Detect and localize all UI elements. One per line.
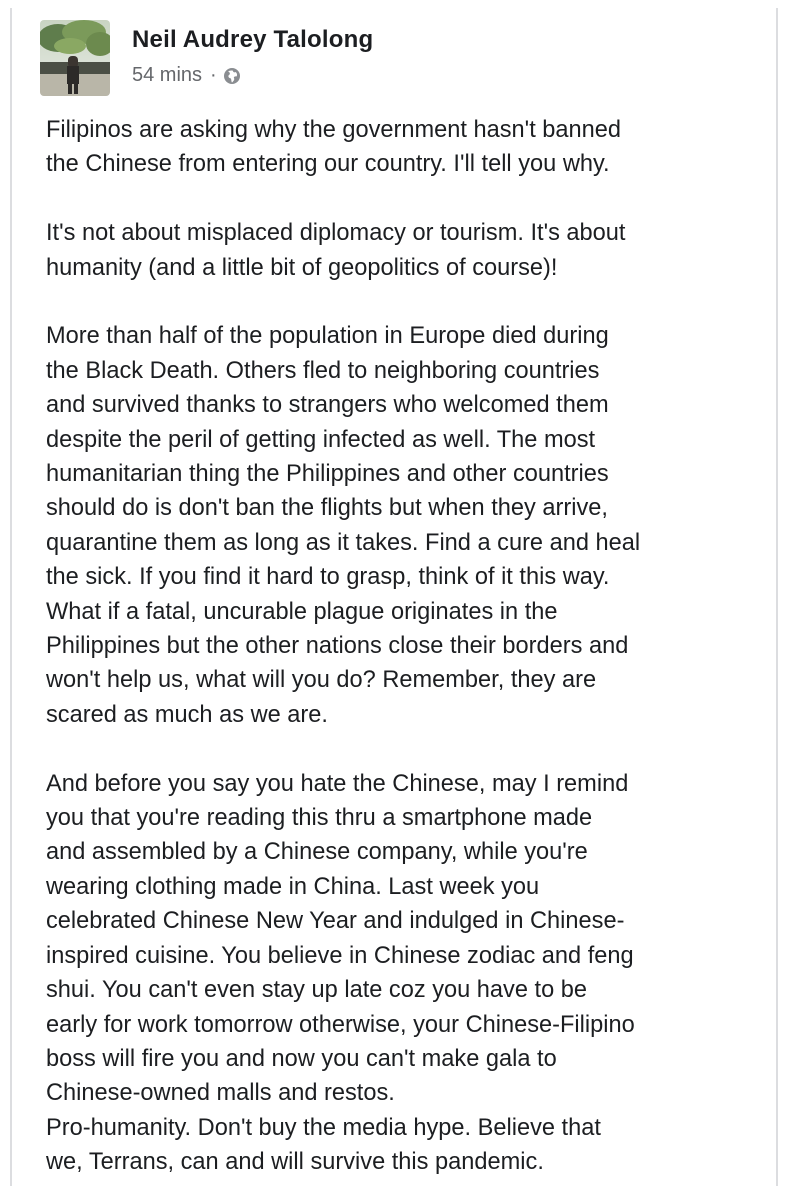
text-line: boss will fire you and now you can't make gala to <box>46 1045 557 1072</box>
post-meta <box>132 26 373 87</box>
text-line: the Chinese from entering our country. I'll tell you why. <box>46 151 610 178</box>
text-line: quarantine them as long as it takes. Find a cure and heal <box>46 529 641 556</box>
paragraph-gap <box>46 732 766 766</box>
text-line: should do is don't ban the flights but when they arrive, <box>46 495 608 522</box>
text-line: despite the peril of getting infected as well. The most <box>46 426 596 453</box>
text-line: Filipinos are asking why the government hasn't banned <box>46 117 622 143</box>
post-paragraph-1 <box>46 113 766 182</box>
post-header <box>40 20 373 100</box>
text-line: Chinese-owned malls and restos. <box>46 1080 395 1107</box>
text-line: shui. You can't even stay up late coz you have to be <box>46 977 587 1004</box>
text-line: we, Terrans, can and will survive this pandemic. <box>46 1149 544 1176</box>
avatar-photo-icon <box>40 20 110 96</box>
text-line: Philippines but the other nations close their borders and <box>46 633 629 660</box>
post-paragraph-4 <box>46 767 766 1180</box>
text-line: It's not about misplaced diplomacy or tourism. It's about <box>46 220 626 247</box>
text-line: inspired cuisine. You believe in Chinese zodiac and feng <box>46 942 634 969</box>
text-line: scared as much as we are. <box>46 701 328 728</box>
text-line: Pro-humanity. Don't buy the media hype. Believe that <box>46 1114 601 1141</box>
text-line: What if a fatal, uncurable plague originates in the <box>46 598 558 625</box>
text-line: early for work tomorrow otherwise, your Chinese-Filipino <box>46 1011 635 1038</box>
paragraph-gap <box>46 182 766 216</box>
text-line: and assembled by a Chinese company, while you're <box>46 839 588 866</box>
text-line: you that you're reading this thru a smartphone made <box>46 805 593 832</box>
avatar[interactable] <box>40 20 110 96</box>
post-paragraph-2 <box>46 216 766 285</box>
post-timestamp[interactable]: 54 mins <box>132 64 203 86</box>
text-line: More than half of the population in Europe died during <box>46 323 609 350</box>
text-line: the Black Death. Others fled to neighboring countries <box>46 357 600 384</box>
text-line: wearing clothing made in China. Last week you <box>46 873 540 900</box>
text-line: celebrated Chinese New Year and indulged in Chinese- <box>46 908 625 935</box>
meta-separator: · <box>210 64 217 86</box>
text-line: and survived thanks to strangers who welcomed them <box>46 392 609 419</box>
text-line: humanity (and a little bit of geopolitics of course)! <box>46 254 558 281</box>
text-line: won't help us, what will you do? Remember, they are <box>46 667 597 694</box>
post-paragraph-3 <box>46 319 766 732</box>
text-line: And before you say you hate the Chinese, may I remind <box>46 770 629 797</box>
text-line: humanitarian thing the Philippines and other countries <box>46 461 609 488</box>
paragraph-gap <box>46 285 766 319</box>
post-body <box>46 113 766 1180</box>
text-line: the sick. If you find it hard to grasp, think of it this way. <box>46 564 610 591</box>
globe-icon[interactable] <box>223 67 241 85</box>
post-subline <box>132 64 373 87</box>
author-name[interactable]: Neil Audrey Talolong <box>132 26 374 53</box>
